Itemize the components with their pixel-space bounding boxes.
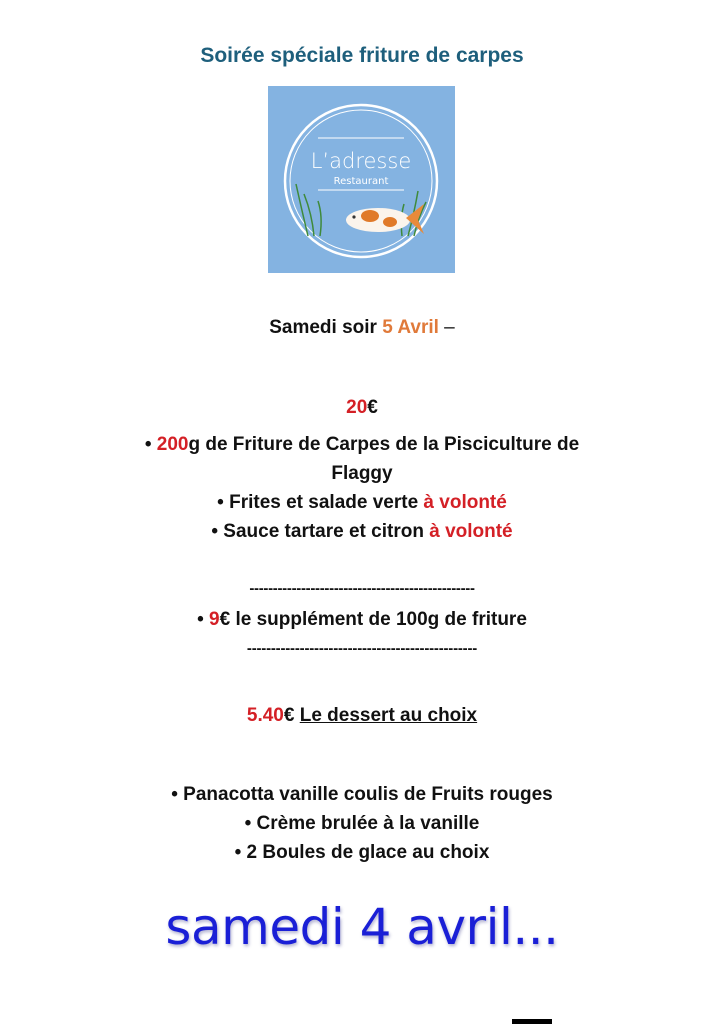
- menu-item-friture: • 200g de Friture de Carpes de la Pisciculture de Flaggy: [144, 434, 580, 484]
- restaurant-logo: [268, 86, 455, 273]
- dessert-item: • Crème brulée à la vanille: [244, 813, 480, 834]
- event-date: 5 Avril: [382, 317, 439, 338]
- dessert-item: • Panacotta vanille coulis de Fruits rouges: [171, 784, 553, 805]
- black-bar: [512, 1019, 552, 1024]
- event-date-line: Samedi soir 5 Avril –: [269, 317, 455, 338]
- menu-price: 20€: [346, 397, 378, 418]
- dessert-header: 5.40€ Le dessert au choix: [246, 705, 478, 726]
- page-title: Soirée spéciale friture de carpes: [200, 44, 524, 67]
- menu-item-sauce: • Sauce tartare et citron à volonté: [211, 521, 513, 542]
- menu-item-frites: • Frites et salade verte à volonté: [217, 492, 507, 513]
- separator-top: ------------------------------------------------: [249, 580, 475, 597]
- separator-bottom: ------------------------------------------------: [246, 640, 478, 657]
- supplement-line: • 9€ le supplément de 100g de friture: [197, 609, 527, 630]
- footer-caption: samedi 4 avril...: [165, 898, 559, 956]
- svg-text:L’adresse: L’adresse: [310, 149, 412, 173]
- svg-text:Restaurant: Restaurant: [333, 176, 389, 187]
- dessert-item: • 2 Boules de glace au choix: [234, 842, 490, 863]
- koi-fish-logo-icon: [268, 86, 455, 273]
